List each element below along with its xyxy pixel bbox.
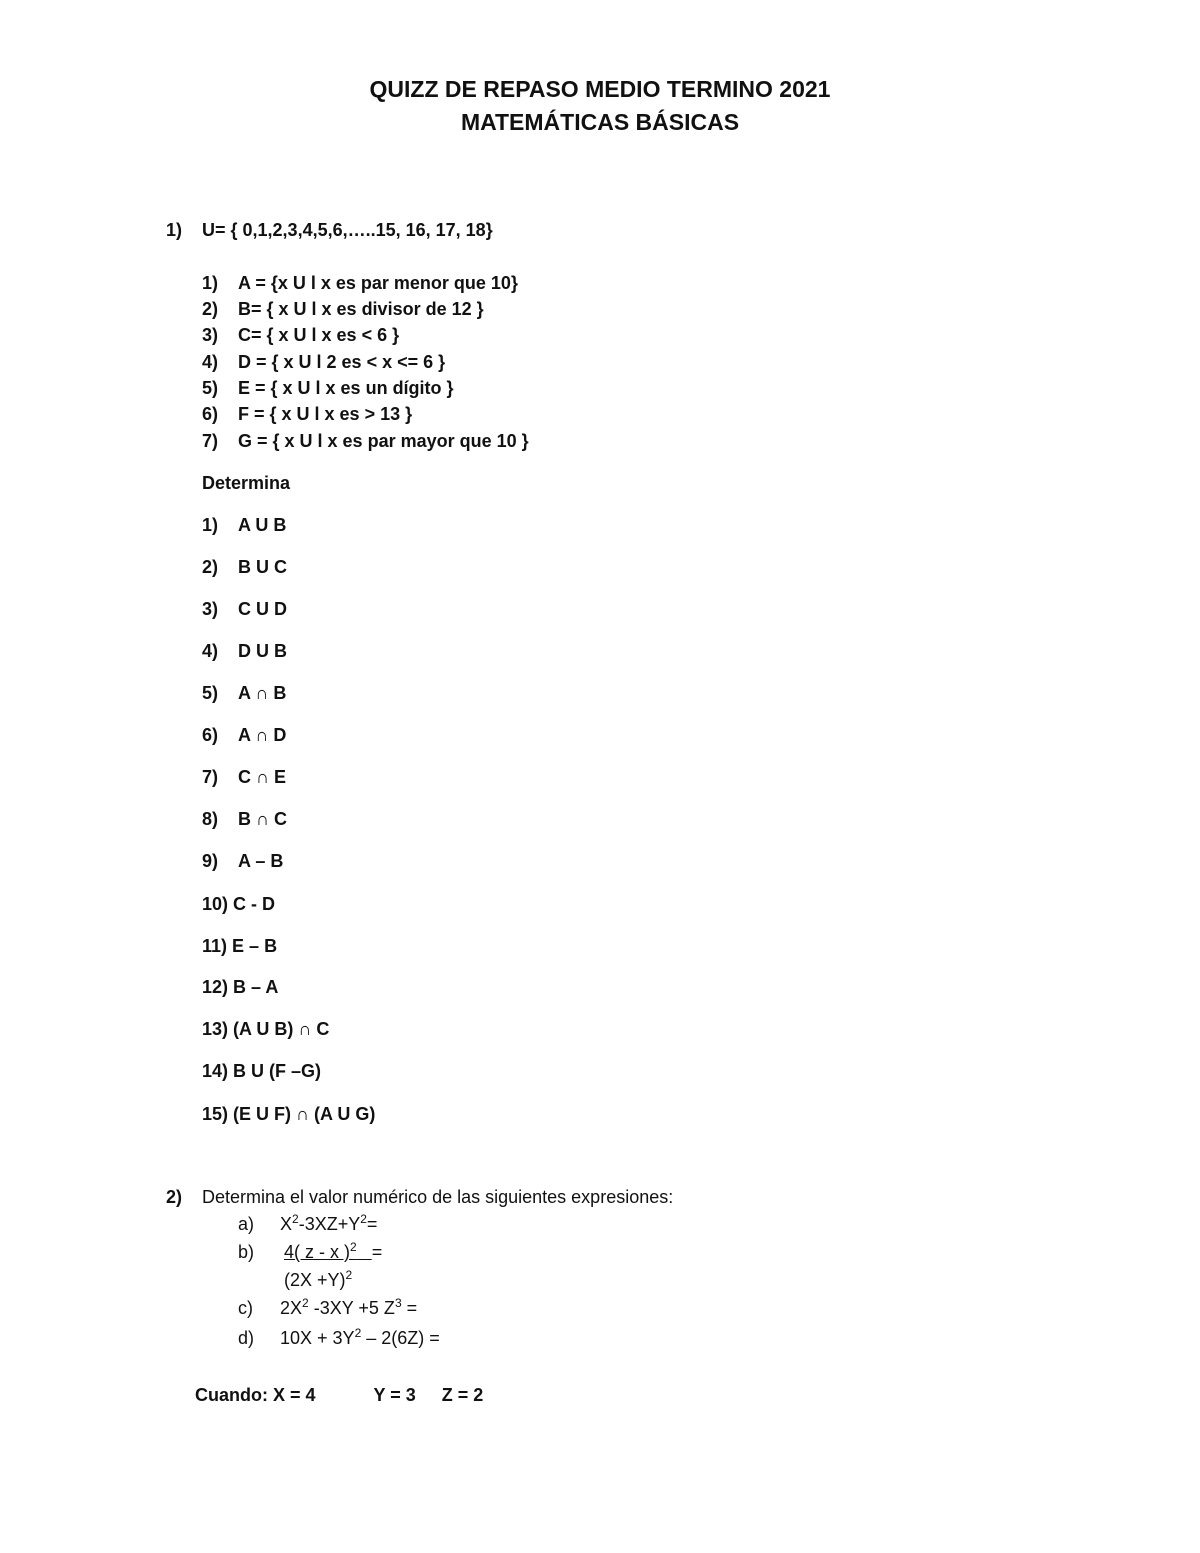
section-number: 1): [166, 220, 183, 240]
operation-item: 1) A U B: [202, 515, 287, 535]
cuando-y: Y = 3: [373, 1385, 416, 1405]
operation-item: 14) B U (F –G): [202, 1061, 322, 1081]
cuando-x: Cuando: X = 4: [195, 1385, 316, 1405]
expression-a: a) $X^2-3XZ+Y^2=$: [238, 1212, 378, 1234]
set-definition: 6) F = { x U l x es > 13 }: [202, 404, 413, 424]
section-number: 2): [166, 1187, 183, 1207]
cuando-values: [195, 1385, 483, 1406]
title-line-2: MATEMÁTICAS BÁSICAS: [460, 109, 740, 135]
set-definition: 1) A = {x U l x es par menor que 10}: [202, 273, 518, 293]
set-definition: 7) G = { x U l x es par mayor que 10 }: [202, 431, 529, 451]
expression-b-numerator: b) 4( z - x )$^2$ =: [238, 1240, 383, 1262]
cuando-z: Z = 2: [441, 1385, 484, 1405]
expression-c: c) $2X^2$ -3XY +5 $Z^3$ =: [238, 1296, 418, 1318]
operation-item: 5) A ∩ B: [202, 683, 287, 703]
operation-item: 4) D U B: [202, 641, 287, 661]
determina-label: Determina: [202, 473, 291, 493]
operation-item: 9) A – B: [202, 851, 284, 871]
expression-b-denominator: $(2X +Y)^2$: [284, 1268, 353, 1290]
operation-item: 15) (E U F) ∩ (A U G): [202, 1104, 376, 1124]
set-definition: 2) B= { x U l x es divisor de 12 }: [202, 299, 484, 319]
operation-item: 12) B – A: [202, 977, 279, 997]
operation-item: 10) C - D: [202, 894, 276, 914]
operation-item: 11) E – B: [202, 936, 278, 956]
operation-item: 2) B U C: [202, 557, 287, 577]
set-definition: 5) E = { x U l x es un dígito }: [202, 378, 454, 398]
set-definition: 4) D = { x U l 2 es < x <= 6 }: [202, 352, 446, 372]
section-2-prompt: 2) Determina el valor numérico de las siguientes expresiones:: [166, 1187, 674, 1207]
operation-item: 8) B ∩ C: [202, 809, 287, 829]
set-definition: 3) C= { x U l x es < 6 }: [202, 325, 400, 345]
title-line-1: QUIZZ DE REPASO MEDIO TERMINO 2021: [369, 76, 831, 102]
section-1-universe: [166, 220, 493, 241]
expression-d: d) $10X + 3Y^2 - 2(6Z)$ =: [238, 1326, 440, 1348]
universe-definition: U= { 0,1,2,3,4,5,6,…..15, 16, 17, 18}: [202, 220, 493, 240]
operation-item: 3) C U D: [202, 599, 287, 619]
operation-item: 6) A ∩ D: [202, 725, 287, 745]
operation-item: 7) C ∩ E: [202, 767, 287, 787]
operation-item: 13) (A U B) ∩ C: [202, 1019, 330, 1039]
